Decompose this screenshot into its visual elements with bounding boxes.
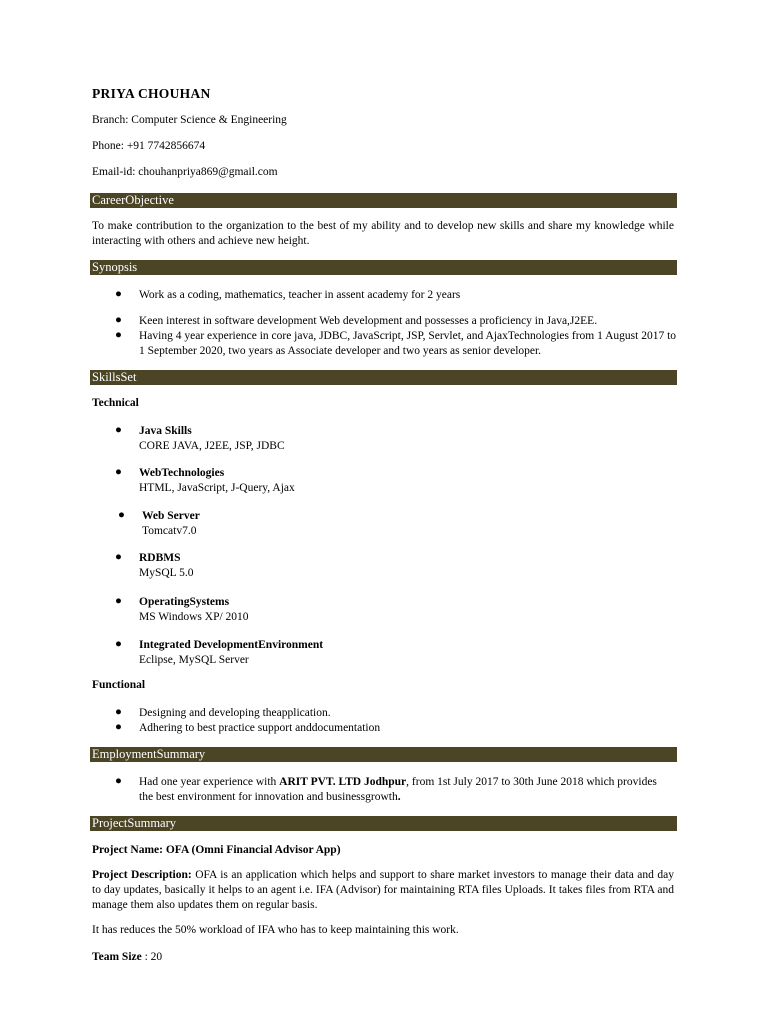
- skill-entry: [139, 638, 323, 668]
- skill-value: HTML, JavaScript, J-Query, Ajax: [139, 482, 295, 494]
- skill-head: Integrated DevelopmentEnvironment: [139, 639, 324, 651]
- synopsis-item: Work as a coding, mathematics, teacher in assent academy for 2 years: [139, 289, 461, 301]
- career-objective-text: To make contribution to the organization to the best of my ability and to develop new skills and share my knowledge while interacting with others and achieve new height.: [92, 220, 674, 247]
- bullet-icon: ●: [115, 329, 122, 341]
- skill-value: MySQL 5.0: [139, 567, 194, 579]
- team-size: [92, 950, 674, 965]
- functional-item: Designing and developing theapplication.: [139, 707, 331, 719]
- project-name-value: OFA (Omni Financial Advisor App): [162, 844, 341, 856]
- bullet-icon: ●: [115, 288, 122, 300]
- skill-value: MS Windows XP/ 2010: [139, 611, 249, 623]
- employment-item: [139, 775, 659, 805]
- branch-line: Branch: Computer Science & Engineering: [92, 114, 287, 126]
- bullet-icon: ●: [115, 595, 122, 607]
- functional-item: Adhering to best practice support anddocumentation: [139, 722, 381, 734]
- project-description: [92, 868, 674, 913]
- skill-value: CORE JAVA, J2EE, JSP, JDBC: [139, 440, 285, 452]
- bullet-icon: ●: [115, 638, 122, 650]
- career-objective-heading: CareerObjective: [90, 193, 677, 208]
- employment-company: ARIT PVT. LTD Jodhpur: [279, 776, 407, 788]
- project-name-label: Project Name:: [92, 844, 163, 856]
- skill-head: Web Server: [142, 510, 200, 522]
- skill-head: WebTechnologies: [139, 467, 225, 479]
- skill-entry: [139, 424, 285, 454]
- team-size-value: : 20: [141, 951, 163, 963]
- employment-end: .: [397, 791, 401, 803]
- project-description-value: OFA is an application which helps and support to share market investors to manage their data and day to day updates, basically it helps to an agent i.e. IFA (Advisor) for maintaining RTA files Uploads. It takes files from RTA and manage them also updates them on regular basis.: [92, 869, 674, 911]
- skill-head: RDBMS: [139, 552, 181, 564]
- synopsis-heading: Synopsis: [90, 260, 677, 275]
- bullet-icon: ●: [115, 466, 122, 478]
- bullet-icon: ●: [115, 775, 122, 787]
- bullet-icon: ●: [115, 314, 122, 326]
- skill-value: Eclipse, MySQL Server: [139, 654, 249, 666]
- phone-line: Phone: +91 7742856674: [92, 140, 206, 152]
- technical-label: Technical: [92, 397, 139, 409]
- skill-value: Tomcatv7.0: [142, 525, 197, 537]
- employment-pre: Had one year experience with: [139, 776, 280, 788]
- employment-mid: , from 1st July 2017 to 30th June 2018 which provides the best environment for innovation and businessgrowth: [139, 776, 657, 803]
- bullet-icon: ●: [115, 706, 122, 718]
- skill-head: Java Skills: [139, 425, 192, 437]
- employment-heading: EmploymentSummary: [90, 747, 677, 762]
- bullet-icon: ●: [115, 424, 122, 436]
- bullet-icon: ●: [115, 721, 122, 733]
- skill-entry: [142, 509, 200, 539]
- skill-entry: [139, 595, 249, 625]
- functional-label: Functional: [92, 679, 146, 691]
- email-line: Email-id: chouhanpriya869@gmail.com: [92, 166, 278, 178]
- project-name: [92, 843, 674, 858]
- skill-entry: [139, 466, 295, 496]
- skills-heading: SkillsSet: [90, 370, 677, 385]
- bullet-icon: ●: [118, 509, 125, 521]
- project-reduction: It has reduces the 50% workload of IFA who has to keep maintaining this work.: [92, 924, 459, 936]
- skill-entry: [139, 551, 194, 581]
- synopsis-item: Having 4 year experience in core java, JDBC, JavaScript, JSP, Servlet, and AjaxTechnologies from 1 August 2017 to 1 September 2020, two years as Associate developer and two years as senior developer.: [139, 330, 677, 357]
- skill-head: OperatingSystems: [139, 596, 230, 608]
- synopsis-item: Keen interest in software development Web development and possesses a proficiency in Java,J2EE.: [139, 315, 598, 327]
- candidate-name: PRIYA CHOUHAN: [92, 86, 211, 101]
- project-heading: ProjectSummary: [90, 816, 677, 831]
- team-size-label: Team Size: [92, 951, 142, 963]
- bullet-icon: ●: [115, 551, 122, 563]
- project-description-label: Project Description:: [92, 869, 192, 881]
